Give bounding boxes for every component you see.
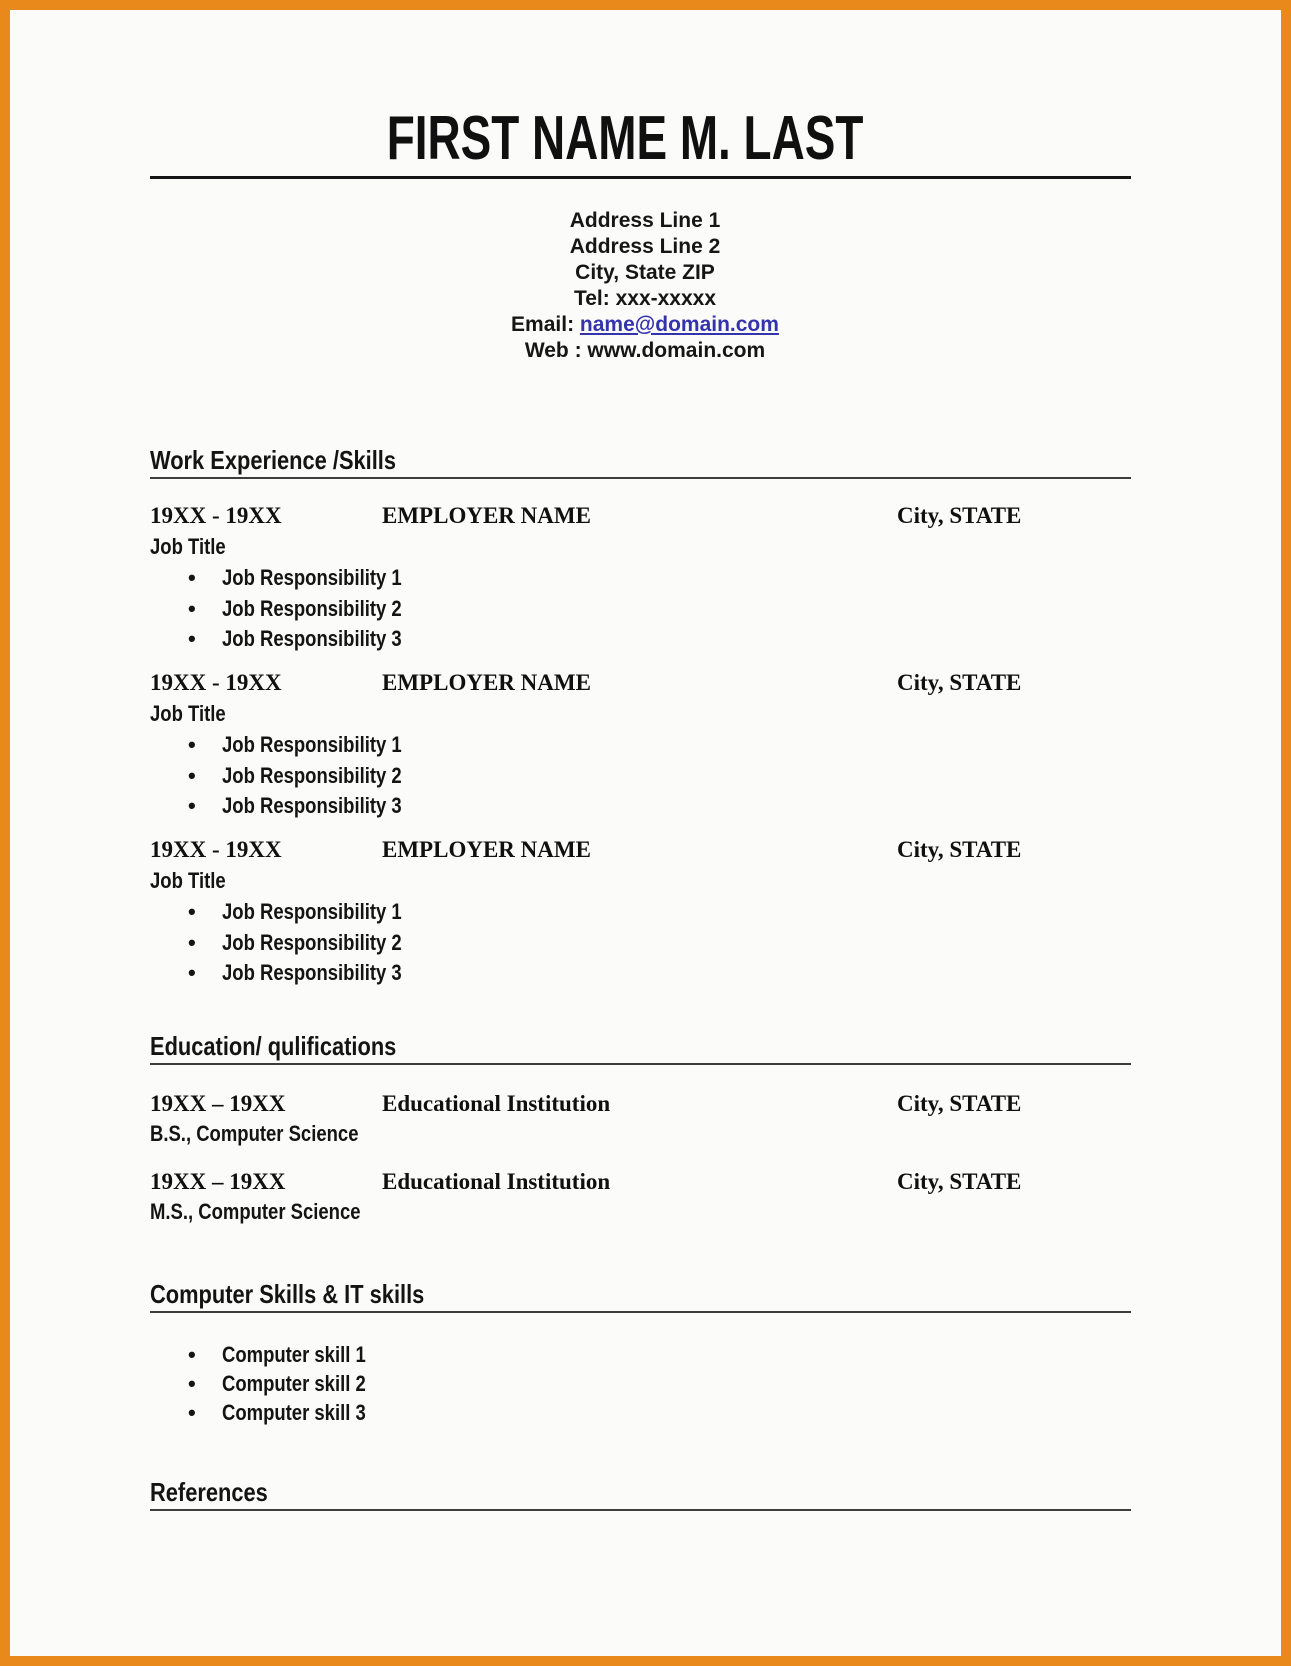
section-education [150, 1031, 1131, 1065]
entry-dates: 19XX - 19XX [150, 837, 282, 862]
responsibility-item [150, 594, 436, 625]
computer-skill-text: Computer skill 2 [222, 1371, 366, 1396]
entry-location: City, STATE [897, 837, 1022, 862]
computer-skill-text: Computer skill 1 [222, 1342, 366, 1367]
entry-location: City, STATE [897, 1091, 1022, 1116]
job-title: Job Title [150, 701, 226, 726]
section-references [150, 1477, 1131, 1511]
responsibility-text: Job Responsibility 1 [222, 899, 402, 924]
section-work-experience [150, 445, 1131, 479]
section-heading-work: Work Experience /Skills [150, 445, 397, 475]
section-divider-education [150, 1063, 1131, 1065]
entry-header-row [150, 838, 1131, 862]
responsibility-list [150, 730, 436, 822]
responsibility-list [150, 897, 436, 989]
section-divider-work [150, 477, 1131, 479]
telephone-line: Tel: xxx-xxxxx [573, 287, 717, 310]
entry-institution: Educational Institution [382, 1091, 611, 1116]
entry-employer: EMPLOYER NAME [382, 503, 591, 528]
responsibility-text: Job Responsibility 3 [222, 960, 402, 985]
email-label: Email: [511, 313, 580, 336]
title-divider [150, 176, 1131, 179]
section-computer-skills [150, 1279, 1131, 1313]
responsibility-item [150, 897, 436, 928]
entry-location: City, STATE [897, 1169, 1022, 1194]
responsibility-text: Job Responsibility 1 [222, 565, 402, 590]
entry-header-row [150, 504, 1131, 528]
computer-skills-block [150, 1340, 1131, 1427]
responsibility-item [150, 928, 436, 959]
city-state-zip: City, State ZIP [575, 261, 715, 284]
entry-dates: 19XX - 19XX [150, 670, 282, 695]
section-divider-computer-skills [150, 1311, 1131, 1313]
section-divider-references [150, 1509, 1131, 1511]
responsibility-item [150, 624, 436, 655]
responsibility-text: Job Responsibility 2 [222, 595, 402, 621]
contact-block [150, 208, 1140, 364]
header [150, 104, 1100, 173]
address-line-1: Address Line 1 [569, 209, 721, 232]
computer-skill-list [150, 1340, 1131, 1427]
page-title: FIRST NAME M. LAST [386, 104, 864, 173]
work-entry-3 [150, 837, 1131, 985]
responsibility-text: Job Responsibility 2 [222, 929, 402, 955]
degree-text: M.S., Computer Science [150, 1199, 361, 1224]
responsibility-list [150, 563, 436, 655]
entry-employer: EMPLOYER NAME [382, 837, 591, 862]
entry-institution: Educational Institution [382, 1169, 611, 1194]
section-heading-education: Education/ qulifications [150, 1031, 397, 1061]
work-entry-1 [150, 503, 1131, 651]
address-line-2: Address Line 2 [569, 235, 721, 258]
section-heading-computer-skills: Computer Skills & IT skills [150, 1279, 425, 1309]
web-line: Web : www.domain.com [524, 339, 766, 362]
responsibility-item [150, 563, 436, 594]
entry-header-row [150, 671, 1131, 695]
responsibility-item [150, 958, 436, 989]
education-entry-2 [150, 1169, 1131, 1224]
responsibility-item [150, 791, 436, 822]
entry-header-row [150, 1170, 1131, 1194]
entry-employer: EMPLOYER NAME [382, 670, 591, 695]
entry-dates: 19XX – 19XX [150, 1091, 286, 1116]
work-entry-2 [150, 670, 1131, 818]
degree-text: B.S., Computer Science [150, 1121, 359, 1146]
computer-skill-item [150, 1340, 1131, 1369]
entry-location: City, STATE [897, 503, 1022, 528]
responsibility-text: Job Responsibility 3 [222, 793, 402, 818]
responsibility-item [150, 761, 436, 792]
responsibility-text: Job Responsibility 2 [222, 762, 402, 788]
entry-dates: 19XX – 19XX [150, 1169, 286, 1194]
section-heading-references: References [150, 1477, 268, 1507]
responsibility-item [150, 730, 436, 761]
education-entry-1 [150, 1091, 1131, 1146]
entry-dates: 19XX - 19XX [150, 503, 282, 528]
job-title: Job Title [150, 534, 226, 559]
responsibility-text: Job Responsibility 1 [222, 732, 402, 757]
computer-skill-item [150, 1369, 1131, 1398]
email-link[interactable]: name@domain.com [579, 313, 779, 336]
responsibility-text: Job Responsibility 3 [222, 626, 402, 651]
email-line [150, 312, 1140, 338]
job-title: Job Title [150, 868, 226, 893]
entry-location: City, STATE [897, 670, 1022, 695]
computer-skill-text: Computer skill 3 [222, 1400, 366, 1425]
entry-header-row [150, 1092, 1131, 1116]
computer-skill-item [150, 1398, 1131, 1427]
